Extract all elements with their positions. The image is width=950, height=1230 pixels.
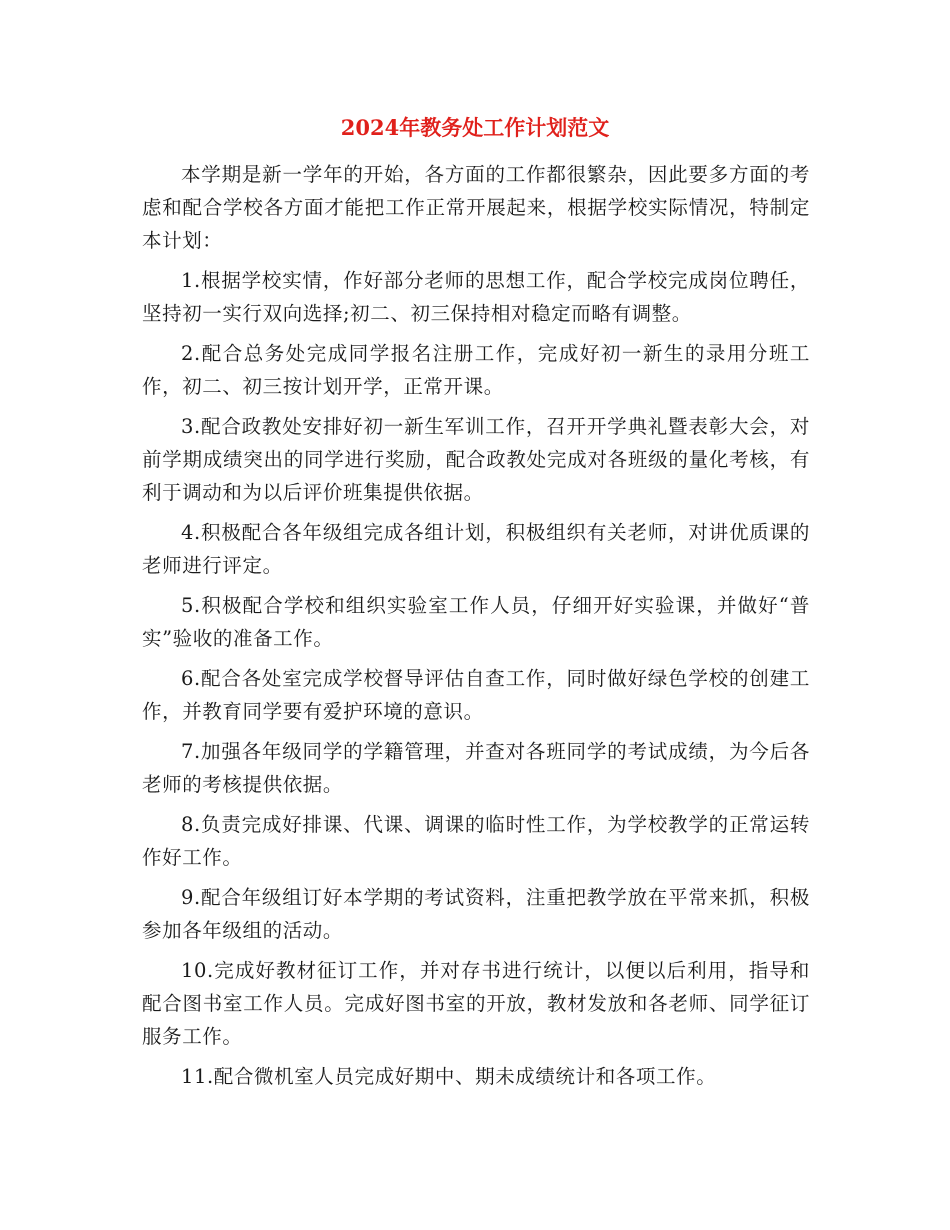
paragraph-item-5: 5.积极配合学校和组织实验室工作人员，仔细开好实验课，并做好“普实”验收的准备工作。	[142, 594, 810, 650]
paragraph-item-2: 2.配合总务处完成同学报名注册工作，完成好初一新生的录用分班工作，初二、初三按计划开学，正常开课。	[142, 342, 810, 398]
document-body	[142, 158, 810, 1100]
paragraph-item-3: 3.配合政教处安排好初一新生军训工作，召开开学典礼暨表彰大会，对前学期成绩突出的同学进行奖励，配合政教处完成对各班级的量化考核，有利于调动和为以后评价班集提供依据。	[142, 415, 810, 504]
paragraph-intro: 本学期是新一学年的开始，各方面的工作都很繁杂，因此要多方面的考虑和配合学校各方面才能把工作正常开展起来，根据学校实际情况，特制定本计划：	[142, 163, 810, 252]
paragraph-item-4: 4.积极配合各年级组完成各组计划，积极组织有关老师，对讲优质课的老师进行评定。	[142, 521, 810, 577]
document-title: 2024年教务处工作计划范文	[340, 115, 610, 140]
paragraph-item-9: 9.配合年级组订好本学期的考试资料，注重把教学放在平常来抓，积极参加各年级组的活动。	[142, 886, 810, 942]
paragraph-item-7: 7.加强各年级同学的学籍管理，并查对各班同学的考试成绩，为今后各老师的考核提供依据。	[142, 740, 810, 796]
paragraph-item-1: 1.根据学校实情，作好部分老师的思想工作，配合学校完成岗位聘任，坚持初一实行双向选择;初二、初三保持相对稳定而略有调整。	[142, 269, 810, 325]
paragraph-item-8: 8.负责完成好排课、代课、调课的临时性工作，为学校教学的正常运转作好工作。	[142, 813, 810, 869]
paragraph-item-11: 11.配合微机室人员完成好期中、期未成绩统计和各项工作。	[181, 1065, 717, 1088]
paragraph-item-10: 10.完成好教材征订工作，并对存书进行统计，以便以后利用，指导和配合图书室工作人员。完成好图书室的开放，教材发放和各老师、同学征订服务工作。	[142, 959, 810, 1048]
paragraph-item-6: 6.配合各处室完成学校督导评估自查工作，同时做好绿色学校的创建工作，并教育同学要有爱护环境的意识。	[142, 667, 810, 723]
